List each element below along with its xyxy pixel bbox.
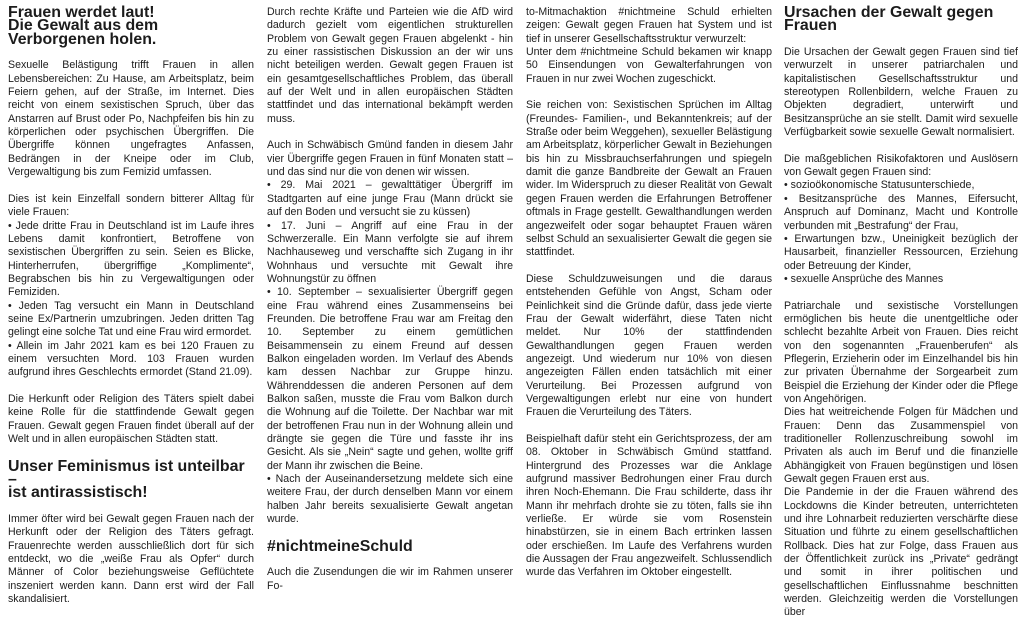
paragraph: Dies ist kein Einzelfall sondern bitterer Alltag für viele Frauen: • Jede dritte Frau in Deutschland ist im Laufe ihres Lebens damit konfrontiert, Betroffene von sexistischen Übergriffen zu sein. Seien es Blicke, Hinterherrufen, übergriffige „Komplimente“, Begrabschen bis hin zu Vergewaltigungen oder Femiziden. • Jeden Tag versucht ein Mann in Deutschland seine Ex/Partnerin umzubringen. Jeden dritten Tag gelingt eine solche Tat und eine Frau wird ermordet. • Allein im Jahr 2021 kam es bei 120 Frauen zu einem versuchten Mord. 103 Frauen wurden aufgrund ihres Geschlechts ermordet (Stand 21.09). bbox=[8, 192, 254, 379]
section-heading: Ursachen der Gewalt gegen Frauen bbox=[784, 4, 994, 35]
paragraph: Die Ursachen der Gewalt gegen Frauen sind tief verwurzelt in unserer patriarchalen und kapitalistischen Gesellschaftsstruktur und stereotypen Rollenbildern, welche Frauen zu Objekten degradiert, unterwirft und Besitzansprüche an sie stellt. Damit wird sexuelle Verfügbarkeit sowie sexuelle Gewalt normalisiert. bbox=[784, 46, 1018, 139]
text-column-3 bbox=[526, 6, 772, 579]
paragraph: Sie reichen von: Sexistischen Sprüchen im Alltag (Freundes- Familien-, und Bekanntenkreis; auf der Straße oder beim Weggehen), sexueller Belästigung am Arbeitsplatz, körperlicher Gewalt in Beziehungen bis hin zu Missbrauchserfahrungen und spiegeln damit die ganze Bandbreite der Gewalt an Frauen wider. Im Widerspruch zu dieser Realität von Gewalt gegen Frauen werden die Erfahrungen Betroffener oftmals in Frage gestellt. Gewalthandlungen werden angezweifelt oder sogar behauptet Frauen wären selbst Schuld an sexualisierter Gewalt die gegen sie stattfindet. bbox=[526, 99, 772, 259]
section-heading: Unser Feminismus ist unteilbar – ist antirassistisch! bbox=[8, 457, 245, 502]
paragraph: Beispielhaft dafür steht ein Gerichtsprozess, der am 08. Oktober in Schwäbisch Gmünd stattfand. Hintergrund des Prozesses war die Anklage aufgrund massiver Bedrohungen einer Frau durch ihren Noch-Ehemann. Die Frau schilderte, dass ihr Mann ihr mehrfach drohte sie zu töten, falls sie ihn verließe. Er würde sie vom Rosenstein hinabstürzen, sie in einem Bach ertrinken lassen oder erschießen. Im Laufe des Verfahrens wurden die Aussagen der Frau angezweifelt. Schlussendlich wurde das Verfahren im Oktober eingestellt. bbox=[526, 433, 772, 579]
paragraph: Auch die Zusendungen die wir im Rahmen unserer Fo- bbox=[267, 566, 513, 592]
paragraph: Die Herkunft oder Religion des Täters spielt dabei keine Rolle für die stattfindende Gewalt gegen Frauen. Gewalt gegen Frauen findet überall auf der Welt und in allen europäischen Städten statt. bbox=[8, 392, 254, 445]
text-column-1 bbox=[8, 4, 254, 606]
paragraph: Immer öfter wird bei Gewalt gegen Frauen nach der Herkunft oder der Religion des Täters gefragt. Frauenrechte werden ausschließlich dort für sich entdeckt, wo die „weiße Frau als Opfer“ durch Männer of Color beziehungsweise Geflüchtete inszeniert werden kann. Dann erst wird der Fall skandalisiert. bbox=[8, 513, 254, 606]
paragraph: Patriarchale und sexistische Vorstellungen ermöglichen bis heute die unentgeltliche oder schlecht bezahlte Arbeit von Frauen. Dies reicht von den sogenannten „Frauenberufen“ als Pflegerin, Erzieherin oder im Einzelhandel bis hin zur privaten Übernahme der Sorgearbeit zum Beispiel die Erziehung der Kinder oder die Pflege von Angehörigen. Dies hat weitreichende Folgen für Mädchen und Frauen: Denn das Zusammenspiel von traditioneller Rollenzuschreibung sowohl im Privaten als auch im Beruf und die finanzielle Abhängigkeit von Frauen begünstigen und lösen Gewalt gegen Frauen erst aus. Die Pandemie in der die Frauen während des Lockdowns die Kinder betreuten, unterrichteten und ihre Lohnarbeit reduzierten verschärfte diese Situation und führte zu einem gesellschaftlichen Rollback. Dies hat zur Folge, dass Frauen aus der Öffentlichkeit zurück ins „Private“ gedrängt und somit in ihrer politischen und gesellschaftlichen Einflussnahme beschnitten werden. Gleichzeitig werden die Vorstellungen über bbox=[784, 299, 1018, 619]
section-heading: Frauen werdet laut! Die Gewalt aus dem Verborgenen holen. bbox=[8, 4, 159, 48]
paragraph: Sexuelle Belästigung trifft Frauen in allen Lebensbereichen: Zu Hause, am Arbeitsplatz, beim Feiern gehen, auf der Straße, im Internet. Dies reicht von einem sexistischen Spruch, über das Anstarren auf Brust oder Po, Nachpfeifen bis hin zu körperlichen oder psychischen Übergriffen. Die Übergriffe können ungefragtes Anfassen, Bedrängen in der Kneipe oder im Club, Vergewaltigung bis zum Femizid umfassen. bbox=[8, 59, 254, 179]
paragraph: to-Mitmachaktion #nichtmeine Schuld erhielten zeigen: Gewalt gegen Frauen hat System und ist tief in unserer Gesellschaftsstruktur verwurzelt: Unter dem #nichtmeine Schuld bekamen wir knapp 50 Einsendungen von Gewalterfahrungen von Frauen in nur zwei Wochen zugeschickt. bbox=[526, 6, 772, 85]
paragraph: Diese Schuldzuweisungen und die daraus entstehenden Gefühle von Angst, Scham oder Peinlichkeit sind die Gründe dafür, dass jede vierte Frau der Gewalt widerfährt, diese Taten nicht meldet. Nur 10% der stattfindenden Gewalthandlungen gegen Frauen werden angezeigt. Und wiederum nur 10% von diesen angezeigten Fällen enden tatsächlich mit einer Verurteilung. Bei Prozessen aufgrund von Vergewaltigungen erlebt nur eine von hundert Frauen die Verurteilung des Täters. bbox=[526, 272, 772, 419]
text-column-4 bbox=[784, 4, 1018, 619]
paragraph: Die maßgeblichen Risikofaktoren und Auslösern von Gewalt gegen Frauen sind: • sozioökonomische Statusunterschiede, • Besitzansprüche des Mannes, Eifersucht, Anspruch auf Dominanz, Macht und Kontrolle verbunden mit „Bestrafung“ der Frau, • Erwartungen bzw., Uneinigkeit bezüglich der Hausarbeit, finanzieller Ressourcen, Erziehung oder Betreuung der Kinder, • sexuelle Ansprüche des Mannes bbox=[784, 152, 1018, 285]
paragraph: Auch in Schwäbisch Gmünd fanden in diesem Jahr vier Übergriffe gegen Frauen in fünf Monaten statt – und das sind nur die von denen wir wissen. • 29. Mai 2021 – gewalttätiger Übergriff im Stadtgarten auf eine junge Frau (Mann drückt sie auf den Boden und versucht sie zu küssen) • 17. Juni – Angriff auf eine Frau in der Schwerzeralle. Ein Mann verfolgte sie auf ihrem Nachhauseweg und verschaffte sich Zugang in ihr Wohnhaus und versuchte mit Gewalt ihre Wohnungstür zu öffnen • 10. September – sexualisierter Übergriff gegen eine Frau während eines Zusammenseins bei Freunden. Die betroffene Frau war am Freitag den 10. September zu einem gemütlichen Beisammensein zu einem Freund auf dessen Balkon eingeladen worden. Im Verlauf des Abends kam dessen Nachbar zur Gruppe hinzu. Währenddessen die anderen Personen auf dem Balkon saßen, musste die Frau vom Balkon durch die Wohnung auf die Toilette. Der Nachbar war mit der betroffenen Frau nun in der Wohnung allein und drängte sie gegen die Türe und fasste ihr ins Gesicht. Als sie „Nein“ sagte und gehen, wollte griff der Mann ihr zwischen die Beine. • Nach der Auseinandersetzung meldete sich eine weitere Frau, der durch denselben Mann vor einem halben Jahr bereits sexualisierte Gewalt angetan wurde. bbox=[267, 139, 513, 526]
section-heading: #nichtmeineSchuld bbox=[267, 537, 413, 555]
text-column-2 bbox=[267, 6, 513, 592]
paragraph: Durch rechte Kräfte und Parteien wie die AfD wird dadurch gezielt vom eigentlichen strukturellen Problem von Gewalt gegen Frauen abgelenkt - hin zu einer rassistischen Diskussion an der wir uns nicht beteiligen werden. Gewalt gegen Frauen ist ein gesamtgesellschaftliches Problem, das überall auf der Welt und in allen europäischen Städten stattfindet und das international bekämpft werden muss. bbox=[267, 6, 513, 125]
